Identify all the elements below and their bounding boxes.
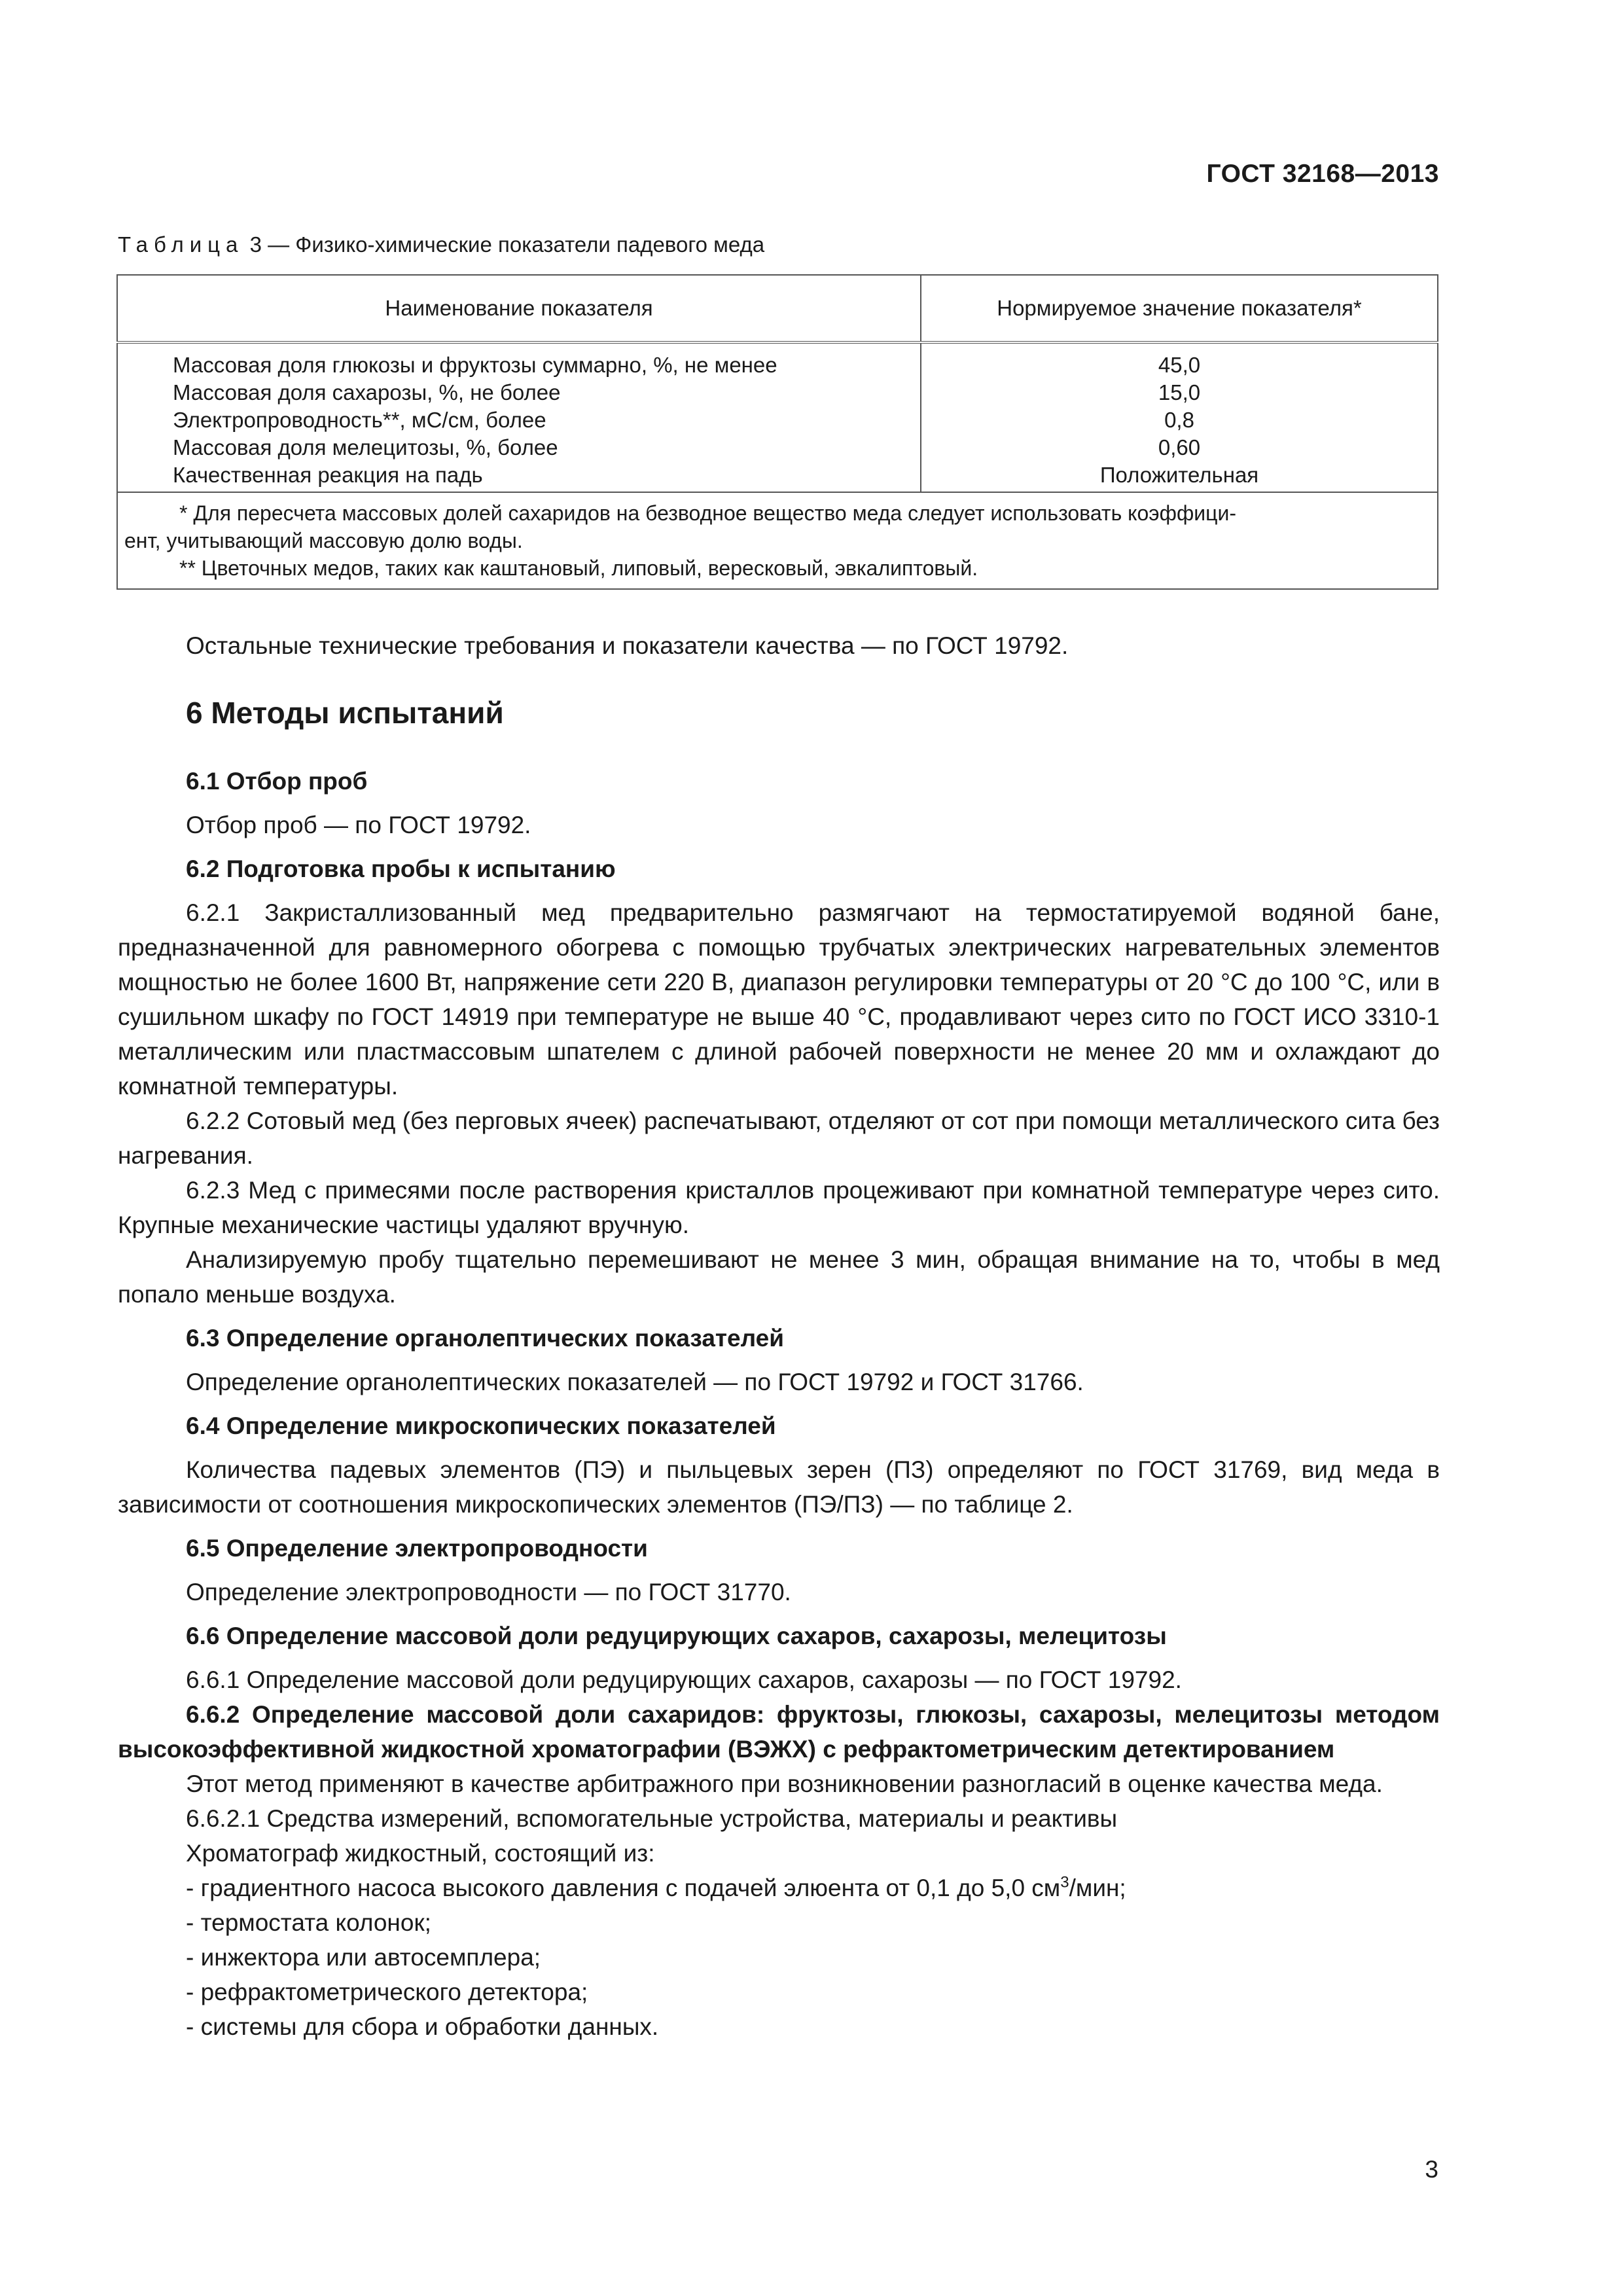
indicator-value: 0,8 — [1164, 408, 1194, 432]
list-item: - инжектора или автосемплера; — [186, 1944, 541, 1971]
paragraph-6-2-3: 6.2.3 Мед с примесями после растворения кристаллов процеживают при комнатной температуре через сито. Крупные механические частицы удаляют вручную. — [118, 1177, 1440, 1238]
indicator-names-cell — [117, 342, 921, 492]
table-caption-title: — Физико-химические показатели падевого меда — [268, 232, 765, 257]
paragraph-sample-mixing: Анализируемую пробу тщательно перемешивают не менее 3 мин, обращая внимание на то, чтобы в мед попало меньше воздуха. — [118, 1246, 1440, 1308]
list-item-text: - градиентного насоса высокого давления с подачей элюента от 0,1 до 5,0 см — [186, 1874, 1061, 1901]
subsection-heading-6-3: 6.3 Определение органолептических показателей — [186, 1325, 784, 1352]
table-header-name: Наименование показателя — [117, 275, 921, 342]
chromatograph-components-list — [118, 1871, 1440, 2044]
table-body-row — [117, 342, 1438, 492]
table-caption — [118, 232, 764, 257]
table-note-2: ** Цветочных медов, таких как каштановый, липовый, вересковый, эвкалиптовый. — [179, 556, 978, 580]
paragraph-6-6-1: 6.6.1 Определение массовой доли редуцирующих сахаров, сахарозы — по ГОСТ 19792. — [186, 1666, 1182, 1693]
superscript: 3 — [1060, 1873, 1069, 1892]
indicator-value: Положительная — [1099, 463, 1259, 487]
table-note-1-continuation: ент, учитывающий массовую долю воды. — [124, 529, 523, 552]
list-item: - термостата колонок; — [186, 1909, 431, 1936]
indicator-name: Массовая доля мелецитозы, %, более — [173, 435, 558, 459]
paragraph-6-3: Определение органолептических показателей — по ГОСТ 19792 и ГОСТ 31766. — [186, 1369, 1084, 1395]
document-body — [118, 628, 1440, 2044]
table-notes-cell — [117, 492, 1438, 589]
paragraph-6-1: Отбор проб — по ГОСТ 19792. — [186, 812, 531, 838]
subsection-heading-6-5: 6.5 Определение электропроводности — [186, 1535, 648, 1562]
list-item-text-end: /мин; — [1069, 1874, 1126, 1901]
table-note-1: * Для пересчета массовых долей сахаридов на безводное вещество меда следует использовать коэффици- — [179, 501, 1236, 525]
list-item — [186, 1871, 1440, 1905]
paragraph-chromatograph: Хроматограф жидкостный, состоящий из: — [186, 1840, 655, 1867]
list-item: - системы для сбора и обработки данных. — [186, 2013, 659, 2040]
page-number: 3 — [1425, 2156, 1438, 2183]
indicator-name: Массовая доля глюкозы и фруктозы суммарно, %, не менее — [173, 353, 777, 377]
indicator-name: Электропроводность**, мС/см, более — [173, 408, 546, 432]
table-caption-number: 3 — [249, 232, 262, 257]
indicator-value: 15,0 — [1158, 380, 1201, 404]
paragraph-6-4: Количества падевых элементов (ПЭ) и пыльцевых зерен (ПЗ) определяют по ГОСТ 31769, вид меда в зависимости от соотношения микроскопических элементов (ПЭ/ПЗ) — по таблице 2. — [118, 1456, 1440, 1518]
indicator-value: 45,0 — [1158, 353, 1201, 377]
paragraph-6-6-2-1: 6.6.2.1 Средства измерений, вспомогательные устройства, материалы и реактивы — [186, 1805, 1118, 1832]
indicator-value: 0,60 — [1158, 435, 1201, 459]
indicator-values-cell — [921, 342, 1438, 492]
document-code: ГОСТ 32168—2013 — [1206, 160, 1439, 188]
indicator-name: Массовая доля сахарозы, %, не более — [173, 380, 561, 404]
subsection-heading-6-6: 6.6 Определение массовой доли редуцирующих сахаров, сахарозы, мелецитозы — [186, 1623, 1167, 1649]
indicator-name: Качественная реакция на падь — [173, 463, 483, 487]
subsection-heading-6-6-2: 6.6.2 Определение массовой доли сахаридов: фруктозы, глюкозы, сахарозы, мелецитозы методом высокоэффективной жидкостной хроматографии (ВЭЖХ) с рефрактометрическим детектированием — [118, 1701, 1440, 1763]
physico-chemical-table — [116, 274, 1438, 590]
list-item: - рефрактометрического детектора; — [186, 1979, 588, 2005]
subsection-heading-6-2: 6.2 Подготовка пробы к испытанию — [186, 855, 616, 882]
paragraph-arbitration-method: Этот метод применяют в качестве арбитражного при возникновении разногласий в оценке качества меда. — [186, 1770, 1383, 1797]
subsection-heading-6-4: 6.4 Определение микроскопических показателей — [186, 1412, 776, 1439]
table-caption-label: Таблица — [118, 232, 244, 257]
section-heading-6: 6 Методы испытаний — [186, 696, 504, 730]
subsection-heading-6-1: 6.1 Отбор проб — [186, 768, 368, 795]
table-header-value: Нормируемое значение показателя* — [921, 275, 1438, 342]
paragraph-6-2-2: 6.2.2 Сотовый мед (без перговых ячеек) распечатывают, отделяют от сот при помощи металлического сита без нагревания. — [118, 1107, 1440, 1169]
table-notes-row — [117, 492, 1438, 589]
paragraph-other-requirements: Остальные технические требования и показатели качества — по ГОСТ 19792. — [186, 632, 1069, 659]
paragraph-6-2-1: 6.2.1 Закристаллизованный мед предварительно размягчают на термостатируемой водяной бане, предназначенной для равномерного обогрева с помощью трубчатых электрических нагревательных элементов мощностью не более 1600 Вт, напряжение сети 220 В, диапазон регулировки температуры от 20 °С до 100 °С, или в сушильном шкафу по ГОСТ 14919 при температуре не выше 40 °С, продавливают через сито по ГОСТ ИСО 3310-1 металлическим или пластмассовым шпателем с длиной рабочей поверхности не менее 20 мм и охлаждают до комнатной температуры. — [118, 899, 1440, 1100]
paragraph-6-5: Определение электропроводности — по ГОСТ 31770. — [186, 1579, 791, 1605]
